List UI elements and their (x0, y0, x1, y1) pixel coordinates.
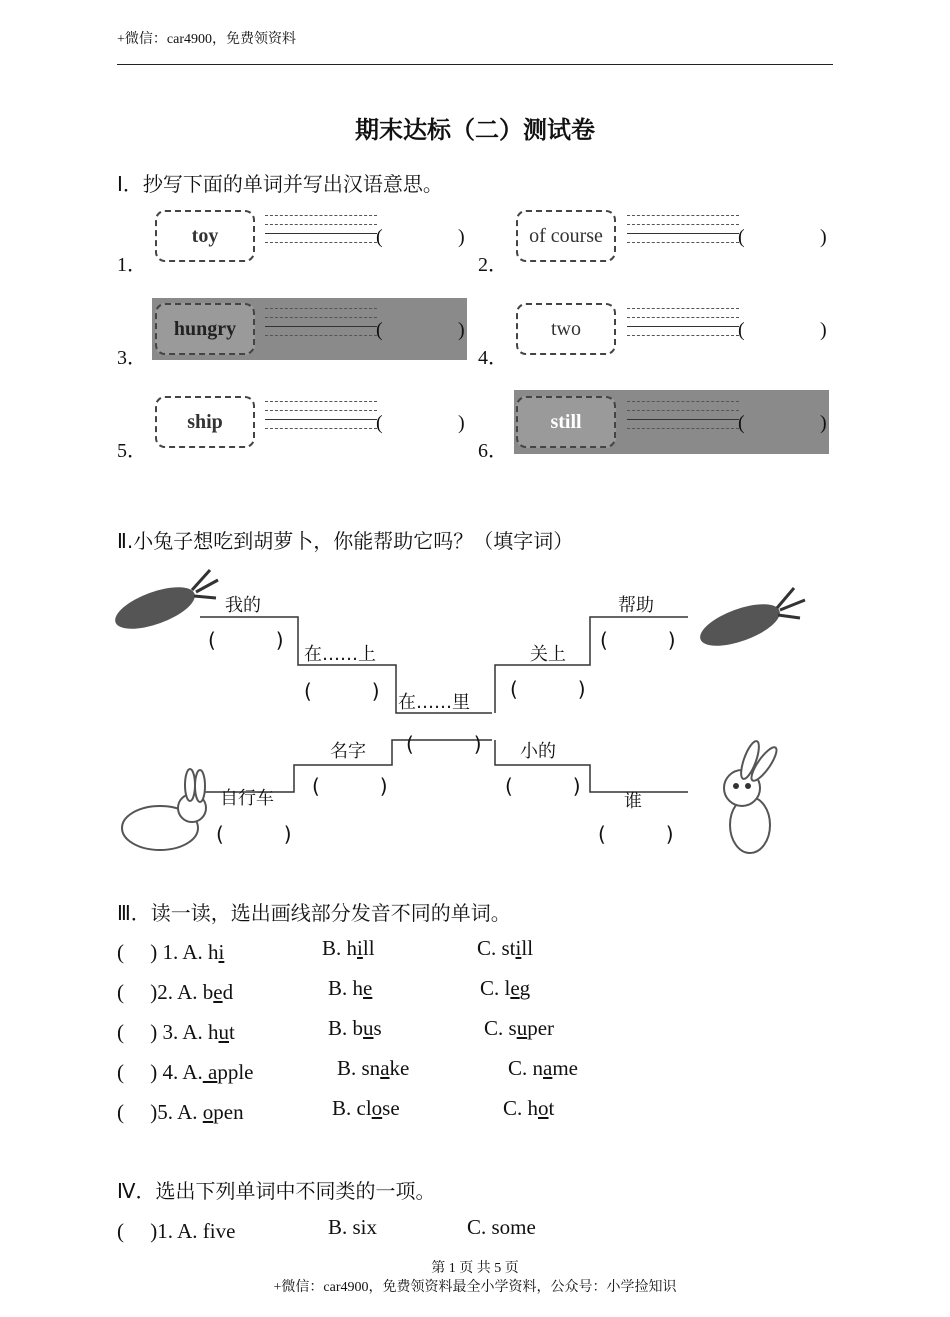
carrot-left-icon (110, 570, 218, 637)
question-row: ( ) 3. A. hut (117, 1020, 235, 1044)
label-xiaode: 小的 (520, 741, 556, 762)
option-a: A. h (178, 940, 219, 964)
paren-open: ( (738, 319, 745, 341)
option-b: B. hill (322, 936, 375, 960)
question-number: 1. (157, 940, 179, 964)
copy-lines (265, 308, 377, 344)
underlined-letter: i (218, 940, 225, 964)
paren-close: ) (820, 412, 827, 434)
paren-open: ( (376, 319, 383, 341)
word-card: two (516, 303, 616, 355)
label-wode: 我的 (225, 595, 261, 616)
item-number: 1． (117, 254, 147, 276)
header-divider (117, 64, 833, 65)
label-zai-li: 在……里 (398, 692, 470, 713)
option-b: B. he (328, 976, 373, 1000)
section4-heading: Ⅳ．选出下列单词中不同类的一项。 (117, 1179, 436, 1203)
blank-bangzhu[interactable]: ( ) (600, 628, 676, 652)
answer-paren[interactable]: ( ) (117, 1100, 158, 1124)
section2-heading: Ⅱ.小兔子想吃到胡萝卜，你能帮助它吗？（填字词） (117, 529, 574, 553)
rabbit-left-icon (122, 769, 206, 850)
answer-paren[interactable]: ( ) (117, 940, 158, 964)
header-note: +微信：car4900，免费领资料 (117, 32, 296, 47)
blank-xiaode[interactable]: ( ) (505, 774, 581, 798)
option-c: C. still (477, 936, 534, 960)
paren-close: ) (458, 412, 465, 434)
copy-lines (627, 308, 739, 344)
blank-guanshang[interactable]: ( ) (510, 677, 586, 701)
word-card: ship (155, 396, 255, 448)
question-row: ( ) 4. A. apple (117, 1060, 254, 1084)
carrot-right-icon (695, 588, 805, 654)
item-number: 3． (117, 347, 147, 369)
section1-heading: I．抄写下面的单词并写出汉语意思。 (117, 172, 443, 196)
blank-zai-shang[interactable]: ( ) (304, 679, 380, 703)
label-bangzhu: 帮助 (618, 595, 654, 616)
option-c: C. name (508, 1056, 578, 1080)
option-b: B. bus (328, 1016, 382, 1040)
blank-zai-li[interactable]: ( ) (406, 732, 482, 756)
word-card: still (516, 396, 616, 448)
option-c: C. leg (480, 976, 531, 1000)
answer-paren[interactable]: ( ) (117, 1020, 158, 1044)
answer-paren[interactable]: ( ) (117, 980, 158, 1004)
paren-close: ) (820, 226, 827, 248)
item-number: 6． (478, 440, 508, 462)
blank-mingzi[interactable]: ( ) (312, 774, 388, 798)
blank-shei[interactable]: ( ) (598, 822, 674, 846)
option-c: C. super (484, 1016, 555, 1040)
item-number: 4． (478, 347, 508, 369)
page-number: 第 1 页 共 5 页 (431, 1261, 519, 1276)
paren-open: ( (738, 226, 745, 248)
option-b: B. close (332, 1096, 400, 1120)
section3-heading: Ⅲ．读一读，选出画线部分发音不同的单词。 (117, 901, 511, 925)
answer-paren[interactable]: ( ) (117, 1060, 158, 1084)
word-card: hungry (155, 303, 255, 355)
option-b: B. snake (337, 1056, 410, 1080)
copy-lines (265, 401, 377, 437)
copy-lines (627, 401, 739, 437)
label-guanshang: 关上 (530, 644, 566, 665)
item-number: 5． (117, 440, 147, 462)
footer-note: +微信：car4900，免费领资料最全小学资料，公众号：小学捡知识 (273, 1280, 677, 1295)
page-title: 期末达标（二）测试卷 (355, 116, 595, 144)
option-c: C. some (467, 1215, 536, 1239)
copy-lines (627, 215, 739, 251)
rabbit-right-icon (724, 739, 780, 853)
option-b: B. six (328, 1215, 378, 1239)
word-card: of course (516, 210, 616, 262)
label-zixingche: 自行车 (220, 788, 274, 809)
question-row (117, 936, 224, 966)
paren-close: ) (458, 226, 465, 248)
paren-open: ( (738, 412, 745, 434)
item-number: 2． (478, 254, 508, 276)
paren-close: ) (458, 319, 465, 341)
question-row: ( )5. A. open (117, 1100, 244, 1124)
paren-open: ( (376, 412, 383, 434)
paren-open: ( (376, 226, 383, 248)
label-shei: 谁 (624, 791, 642, 812)
blank-zixingche[interactable]: ( ) (216, 822, 292, 846)
blank-wode[interactable]: ( ) (208, 628, 284, 652)
option-c: C. hot (503, 1096, 555, 1120)
paren-close: ) (820, 319, 827, 341)
word-card: toy (155, 210, 255, 262)
label-zai-shang: 在……上 (304, 644, 376, 665)
question-row: ( )2. A. bed (117, 980, 234, 1004)
answer-paren[interactable]: ( ) (117, 1219, 158, 1243)
copy-lines (265, 215, 377, 251)
label-mingzi: 名字 (330, 741, 366, 762)
question-row: ( )1. A. five (117, 1219, 236, 1243)
